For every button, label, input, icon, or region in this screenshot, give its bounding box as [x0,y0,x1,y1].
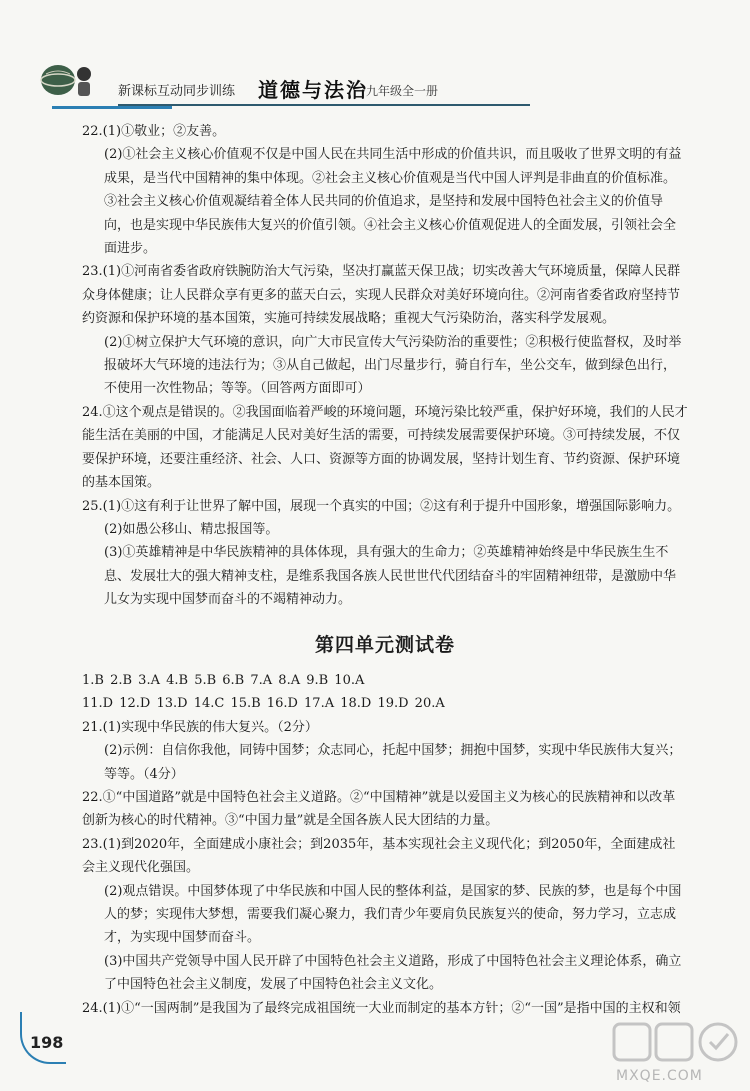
answer-line: 22.①“中国道路”就是中国特色社会主义道路。②“中国精神”就是以爱国主义为核心的民族精神和以改革创新为核心的时代精神。③“中国力量”就是全国各族人民大团结的力量。 [82,789,676,829]
grade-label: 九年级全一册 [366,84,439,98]
answer-block-22 [82,120,688,260]
header-accent-line [52,106,172,109]
choice-answers [82,669,688,716]
globe-logo-icon [38,60,98,100]
page-content [82,120,688,1020]
answer-line: (3)①英雄精神是中华民族精神的具体体现，具有强大的生命力；②英雄精神始终是中华民族生生不息、发展壮大的强大精神支柱，是维系我国各族人民世世代代团结奋斗的牢固精神纽带，是激励中华儿女为实现中国梦而奋斗的不竭精神动力。 [104,545,677,608]
answer-line: 23.(1)①河南省委省政府铁腕防治大气污染，坚决打赢蓝天保卫战；切实改善大气环境质量，保障人民群众身体健康；让人民群众享有更多的蓝天白云，实现人民群众对美好环境向往。②河南省委省政府坚持节约资源和保护环境的基本国策，实施可持续发展战略；重视大气污染防治，落实科学发展观。 [82,264,681,327]
answer-line: 24.①这个观点是错误的。②我国面临着严峻的环境问题，环境污染比较严重，保护好环境，我们的人民才能生活在美丽的中国，才能满足人民对美好生活的需要，可持续发展需要保护环境。③可持续发展，不仅要保护环境，还要注重经济、社会、人口、资源等方面的协调发展，坚持计划生育、节约资源、保护环境的基本国策。 [82,404,688,491]
answer-line: 23.(1)到2020年，全面建成小康社会；到2035年，基本实现社会主义现代化；到2050年，全面建成社会主义现代化强国。 [82,836,676,876]
unit4-answer-21 [82,716,688,786]
answer-block-23 [82,260,688,400]
header-divider [118,104,530,106]
answer-line: 25.(1)①这有利于让世界了解中国，展现一个真实的中国；②这有利于提升中国形象，增强国际影响力。 [82,498,681,514]
page-number: 198 [30,1033,64,1052]
answer-line: (2)观点错误。中国梦体现了中华民族和中国人民的整体利益，是国家的梦、民族的梦，也是每个中国人的梦；实现伟大梦想，需要我们凝心聚力，我们青少年要肩负民族复兴的使命，努力学习，立志成才，为实现中国梦而奋斗。 [104,883,682,946]
choice-answer-row: 1.B 2.B 3.A 4.B 5.B 6.B 7.A 8.A 9.B 10.A [82,672,365,688]
series-title: 新课标互动同步训练 [118,84,236,99]
answer-line: 22.(1)①敬业；②友善。 [82,124,226,139]
answer-line: (3)中国共产党领导中国人民开辟了中国特色社会主义道路，形成了中国特色社会主义理论体系，确立了中国特色社会主义制度，发展了中国特色社会主义文化。 [104,953,682,993]
unit-title: 第四单元测试卷 [314,633,455,656]
page-header [30,60,720,110]
answer-line: (2)示例：自信你我他，同铸中国梦；众志同心，托起中国梦；拥抱中国梦，实现中华民族伟大复兴；等等。（4分） [104,743,682,782]
unit4-answer-23 [82,833,688,997]
answer-line: (2)①社会主义核心价值观不仅是中国人民在共同生活中形成的价值共识，而且吸收了世界文明的有益成果，是当代中国精神的集中体现。②社会主义核心价值观是当代中国人评判是非曲直的价值标准。③社会主义核心价值观凝结着全体人民共同的价值追求，是坚持和发展中国特色社会主义的价值导向，也是实现中华民族伟大复兴的价值引领。④社会主义核心价值观促进人的全面发展，引领社会全面进步。 [104,147,682,257]
answer-line: 21.(1)实现中华民族的伟大复兴。（2分） [82,719,318,735]
subject-title: 道德与法治 [258,78,368,102]
watermark-stamp-icon [612,1020,742,1066]
unit4-answer-24 [82,997,688,1020]
answer-block-24 [82,401,688,495]
watermark-text: MXQE.COM [616,1068,703,1084]
choice-answer-row: 11.D 12.D 13.D 14.C 15.B 16.D 17.A 18.D 19.D 20.A [82,696,445,712]
unit4-answer-22 [82,786,688,833]
answer-line: (2)①树立保护大气环境的意识，向广大市民宣传大气污染防治的重要性；②积极行使监督权，及时举报破坏大气环境的违法行为；③从自己做起，出门尽量步行，骑自行车，坐公交车，做到绿色出行，不使用一次性物品；等等。（回答两方面即可） [104,334,682,397]
answer-line: 24.(1)①“一国两制”是我国为了最终完成祖国统一大业而制定的基本方针；②“一国”是指中国的主权和领 [82,1000,681,1016]
answer-block-25 [82,495,688,612]
watermark-logo [612,1020,742,1086]
answer-line: (2)如愚公移山、精忠报国等。 [104,521,279,537]
